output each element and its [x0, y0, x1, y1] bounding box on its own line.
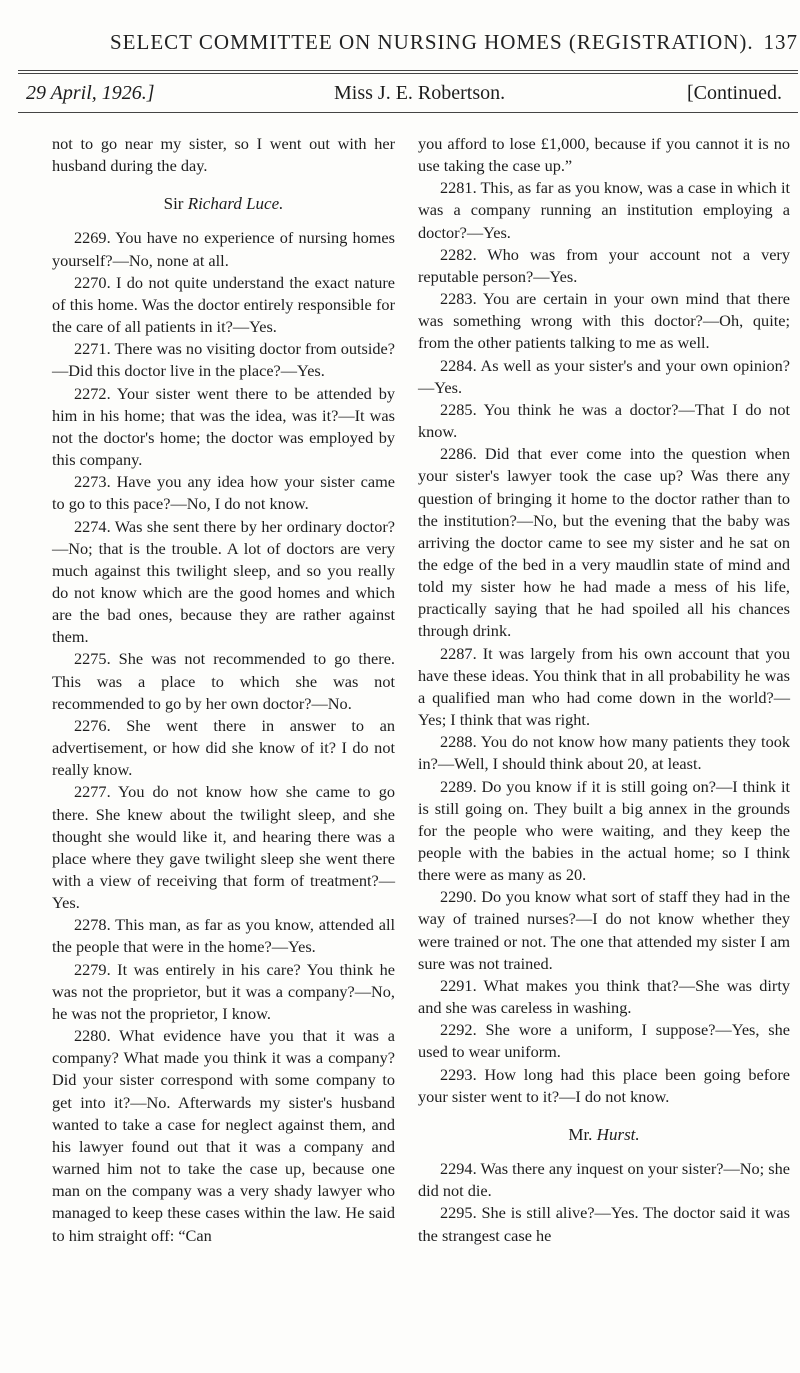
speaker-name: Richard Luce.: [187, 194, 284, 214]
question-answer: 2280. What evidence have you that it was a company? What made you think it was a company? Did your sister correspond with some company to get into it?—No. Afterwards my sister's husband wanted to take a case for neglect against them, and his lawyer found out that it was a company and warned him not to take the case up, because one man on the company was a very shady lawyer who managed to keep these cases within the law. He said to him straight off: “Can: [52, 1026, 395, 1245]
left-opening: not to go near my sister, so I went out with her husband during the day.: [52, 134, 395, 176]
question-answer: 2273. Have you any idea how your sister came to go to this pace?—No, I do not know.: [52, 472, 395, 514]
page-number: 137: [763, 30, 798, 54]
question-answer: 2283. You are certain in your own mind that there was something wrong with this doctor?—Oh, quite; from the other patients talking to me as well.: [418, 289, 790, 353]
running-head: [110, 30, 798, 55]
question-answer: 2278. This man, as far as you know, attended all the people that were in the home?—Yes.: [52, 915, 395, 957]
question-answer: 2291. What makes you think that?—She was dirty and she was careless in washing.: [418, 975, 790, 1018]
question-answer: 2275. She was not recommended to go there. This was a place to which she was not recommended to go by her own doctor?—No.: [52, 649, 395, 713]
speaker-heading-right: [418, 1124, 790, 1146]
question-answer: 2285. You think he was a doctor?—That I do not know.: [418, 399, 790, 442]
question-answer: 2294. Was there any inquest on your sister?—No; she did not die.: [418, 1159, 790, 1201]
question-answer: 2281. This, as far as you know, was a case in which it was a company running an institution employing a doctor?—Yes.: [418, 178, 790, 242]
question-answer: 2279. It was entirely in his care? You think he was not the proprietor, but it was a company?—No, he was not the proprietor, I know.: [52, 959, 395, 1023]
sitting-date: 29 April, 1926.]: [26, 82, 155, 104]
question-answer: 2274. Was she sent there by her ordinary doctor?—No; that is the trouble. A lot of doctors are very much against this twilight sleep, and so you really do not know which are the good homes and which are the bad ones, because they are rather against them.: [52, 516, 395, 647]
question-answer: 2282. Who was from your account not a very reputable person?—Yes.: [418, 244, 790, 286]
question-answer: 2276. She went there in answer to an advertisement, or how did she know of it? I do not really know.: [52, 715, 395, 780]
question-answer: 2277. You do not know how she came to go there. She knew about the twilight sleep, and she thought she would like it, and hearing there was a place where they gave twilight sleep she went there with a view of receiving that form of treatment?—Yes.: [52, 782, 395, 913]
continued-label: [Continued.: [687, 82, 782, 104]
header-rule-top: [18, 70, 798, 71]
right-opening: you afford to lose £1,000, because if you cannot it is no use taking the case up.”: [418, 134, 790, 176]
question-answer: 2286. Did that ever come into the question when your sister's lawyer took the case up? Was there any question of bringing it home to the doctor rather than to the institution?—No, but the evening that the baby was arriving the doctor came to see my sister and he sat on the edge of the bed in a very maudlin state of mind and told my sister how he had made a mess of his life, practically saying that he had spoiled all his chances through drink.: [418, 444, 790, 641]
question-answer: 2293. How long had this place been going before your sister went to it?—I do not know.: [418, 1064, 790, 1106]
question-answer: 2290. Do you know what sort of staff they had in the way of trained nurses?—I do not know whether they were trained or not. The one that attended my sister I am sure was not trained.: [418, 887, 790, 973]
question-answer: 2289. Do you know if it is still going on?—I think it is still going on. They built a big annex in the grounds for the people who were waiting, and they keep the people with the babies in the actual home; so I think there were as many as 20.: [418, 776, 790, 885]
subhead: [18, 82, 798, 112]
witness-name: Miss J. E. Robertson.: [334, 82, 506, 104]
question-answer: 2271. There was no visiting doctor from outside?—Did this doctor live in the place?—Yes.: [52, 339, 395, 381]
speaker-title: Sir: [163, 194, 184, 214]
question-answer: 2295. She is still alive?—Yes. The doctor said it was the strangest case he: [418, 1203, 790, 1245]
header-rule-top-thin: [18, 73, 798, 74]
right-column: [418, 133, 790, 1247]
question-answer: 2270. I do not quite understand the exact nature of this home. Was the doctor entirely responsible for the care of all patients in it?—Yes.: [52, 272, 395, 337]
question-answer: 2272. Your sister went there to be attended by him in his home; that was the idea, was it?—It was not the doctor's home; the doctor was employed by this company.: [52, 383, 395, 470]
question-answer: 2284. As well as your sister's and your own opinion?—Yes.: [418, 355, 790, 397]
speaker-title: Mr.: [568, 1124, 593, 1144]
question-answer: 2292. She wore a uniform, I suppose?—Yes, she used to wear uniform.: [418, 1020, 790, 1062]
left-column: [52, 133, 395, 1247]
question-answer: 2287. It was largely from his own account that you have these ideas. You think that in all probability he was a qualified man who had come down in the world?—Yes; I think that was right.: [418, 643, 790, 730]
speaker-name: Hurst.: [596, 1124, 640, 1144]
header-rule-bottom: [18, 112, 798, 113]
question-answer: 2269. You have no experience of nursing homes yourself?—No, none at all.: [52, 228, 395, 270]
report-title: SELECT COMMITTEE ON NURSING HOMES (REGISTRATION).: [110, 30, 754, 54]
speaker-heading-left: [52, 193, 395, 215]
question-answer: 2288. You do not know how many patients they took in?—Well, I should think about 20, at least.: [418, 732, 790, 774]
